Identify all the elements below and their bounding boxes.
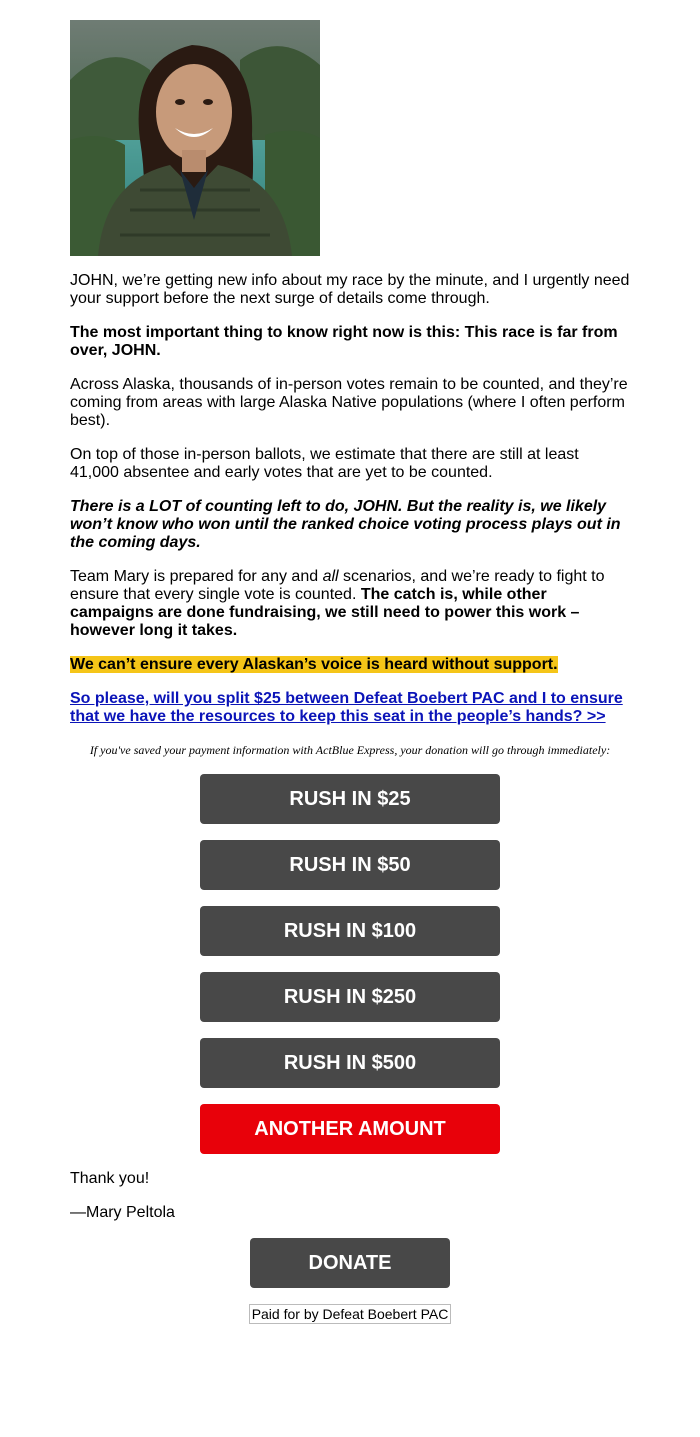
team-text-bold: The catch is, while other campaigns are done fundraising, we still need to power this work – however long it takes. xyxy=(70,586,580,639)
paid-for-disclaimer: Paid for by Defeat Boebert PAC xyxy=(249,1304,452,1324)
rush-250-button[interactable]: RUSH IN $250 xyxy=(200,972,500,1022)
candidate-portrait xyxy=(70,20,320,256)
alaska-votes-paragraph: Across Alaska, thousands of in-person votes remain to be counted, and they’re coming from areas with large Alaska Native populations (where I often perform best). xyxy=(70,376,628,429)
donate-wrap xyxy=(70,1238,630,1304)
portrait-photo-icon xyxy=(70,20,320,256)
rush-100-button[interactable]: RUSH IN $100 xyxy=(200,906,500,956)
highlighted-text: We can’t ensure every Alaskan’s voice is heard without support. xyxy=(70,656,558,673)
absentee-paragraph: On top of those in-person ballots, we estimate that there are still at least 41,000 absentee and early votes that are yet to be counted. xyxy=(70,446,579,481)
donation-ask-link[interactable]: So please, will you split $25 between Defeat Boebert PAC and I to ensure that we have the resources to keep this seat in the people’s hands? >> xyxy=(70,690,623,725)
rush-500-button[interactable]: RUSH IN $500 xyxy=(200,1038,500,1088)
counting-paragraph: There is a LOT of counting left to do, JOHN. But the reality is, we likely won’t know who won until the ranked choice voting process plays out in the coming days. xyxy=(70,498,621,551)
team-text-1: Team Mary is prepared for any and xyxy=(70,568,323,585)
signature-text: —Mary Peltola xyxy=(70,1204,175,1221)
intro-paragraph: JOHN, we’re getting new info about my race by the minute, and I urgently need your support before the next surge of details come through. xyxy=(70,272,630,307)
email-body xyxy=(70,20,630,1324)
paid-for-wrap xyxy=(70,1304,630,1324)
donate-button[interactable]: DONATE xyxy=(250,1238,450,1288)
thanks-text: Thank you! xyxy=(70,1170,150,1187)
team-text-all: all xyxy=(322,568,339,585)
rush-50-button[interactable]: RUSH IN $50 xyxy=(200,840,500,890)
another-amount-button[interactable]: ANOTHER AMOUNT xyxy=(200,1104,500,1154)
highlight-paragraph xyxy=(70,656,630,674)
ask-paragraph xyxy=(70,690,630,726)
team-text-2: scenarios, and we’re ready to fight to ensure that every single vote is counted. xyxy=(70,568,605,603)
actblue-express-note: If you've saved your payment information with ActBlue Express, your donation will go through immediately: xyxy=(89,743,611,757)
important-paragraph: The most important thing to know right now is this: This race is far from over, JOHN. xyxy=(70,324,618,359)
team-paragraph xyxy=(70,568,630,640)
rush-25-button[interactable]: RUSH IN $25 xyxy=(200,774,500,824)
donation-buttons xyxy=(70,774,630,1170)
